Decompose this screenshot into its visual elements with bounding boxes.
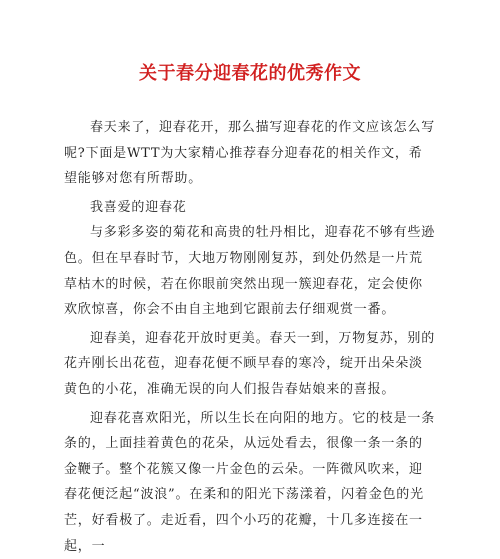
essay-heading: 我喜爱的迎春花 <box>90 199 187 215</box>
paragraph-1: 与多彩多姿的菊花和高贵的牡丹相比，迎春花不够有些逊色。但在早春时节，大地万物刚刚复苏，到处仍然是一片荒草枯木的时候，若在你眼前突然出现一簇迎春花，定会使你欢欣惊喜，你会不由自主地到它跟前去仔细观赏一番。 <box>64 225 436 318</box>
paragraph-2: 迎春美，迎春花开放时更美。春天一到，万物复苏，别的花卉刚长出花苞，迎春花便不顾早春的寒冷，绽开出朵朵淡黄色的小花，准确无误的向人们报告春姑娘来的喜报。 <box>64 330 436 397</box>
document-body <box>64 115 436 559</box>
document-title: 关于春分迎春花的优秀作文 <box>139 63 361 84</box>
intro-paragraph: 春天来了，迎春花开，那么描写迎春花的作文应该怎么写呢?下面是WTT为大家精心推荐春分迎春花的相关作文，希望能够对您有所帮助。 <box>64 120 436 187</box>
paragraph-3: 迎春花喜欢阳光，所以生长在向阳的地方。它的枝是一条条的，上面挂着黄色的花朵，从远处看去，很像一条一条的金鞭子。整个花簇又像一片金色的云朵。一阵微风吹来，迎春花便泛起“波浪”。在柔和的阳光下荡漾着，闪着金色的光芒，好看极了。走近看，四个小巧的花瓣，十几多连接在一起，一 <box>64 410 436 554</box>
